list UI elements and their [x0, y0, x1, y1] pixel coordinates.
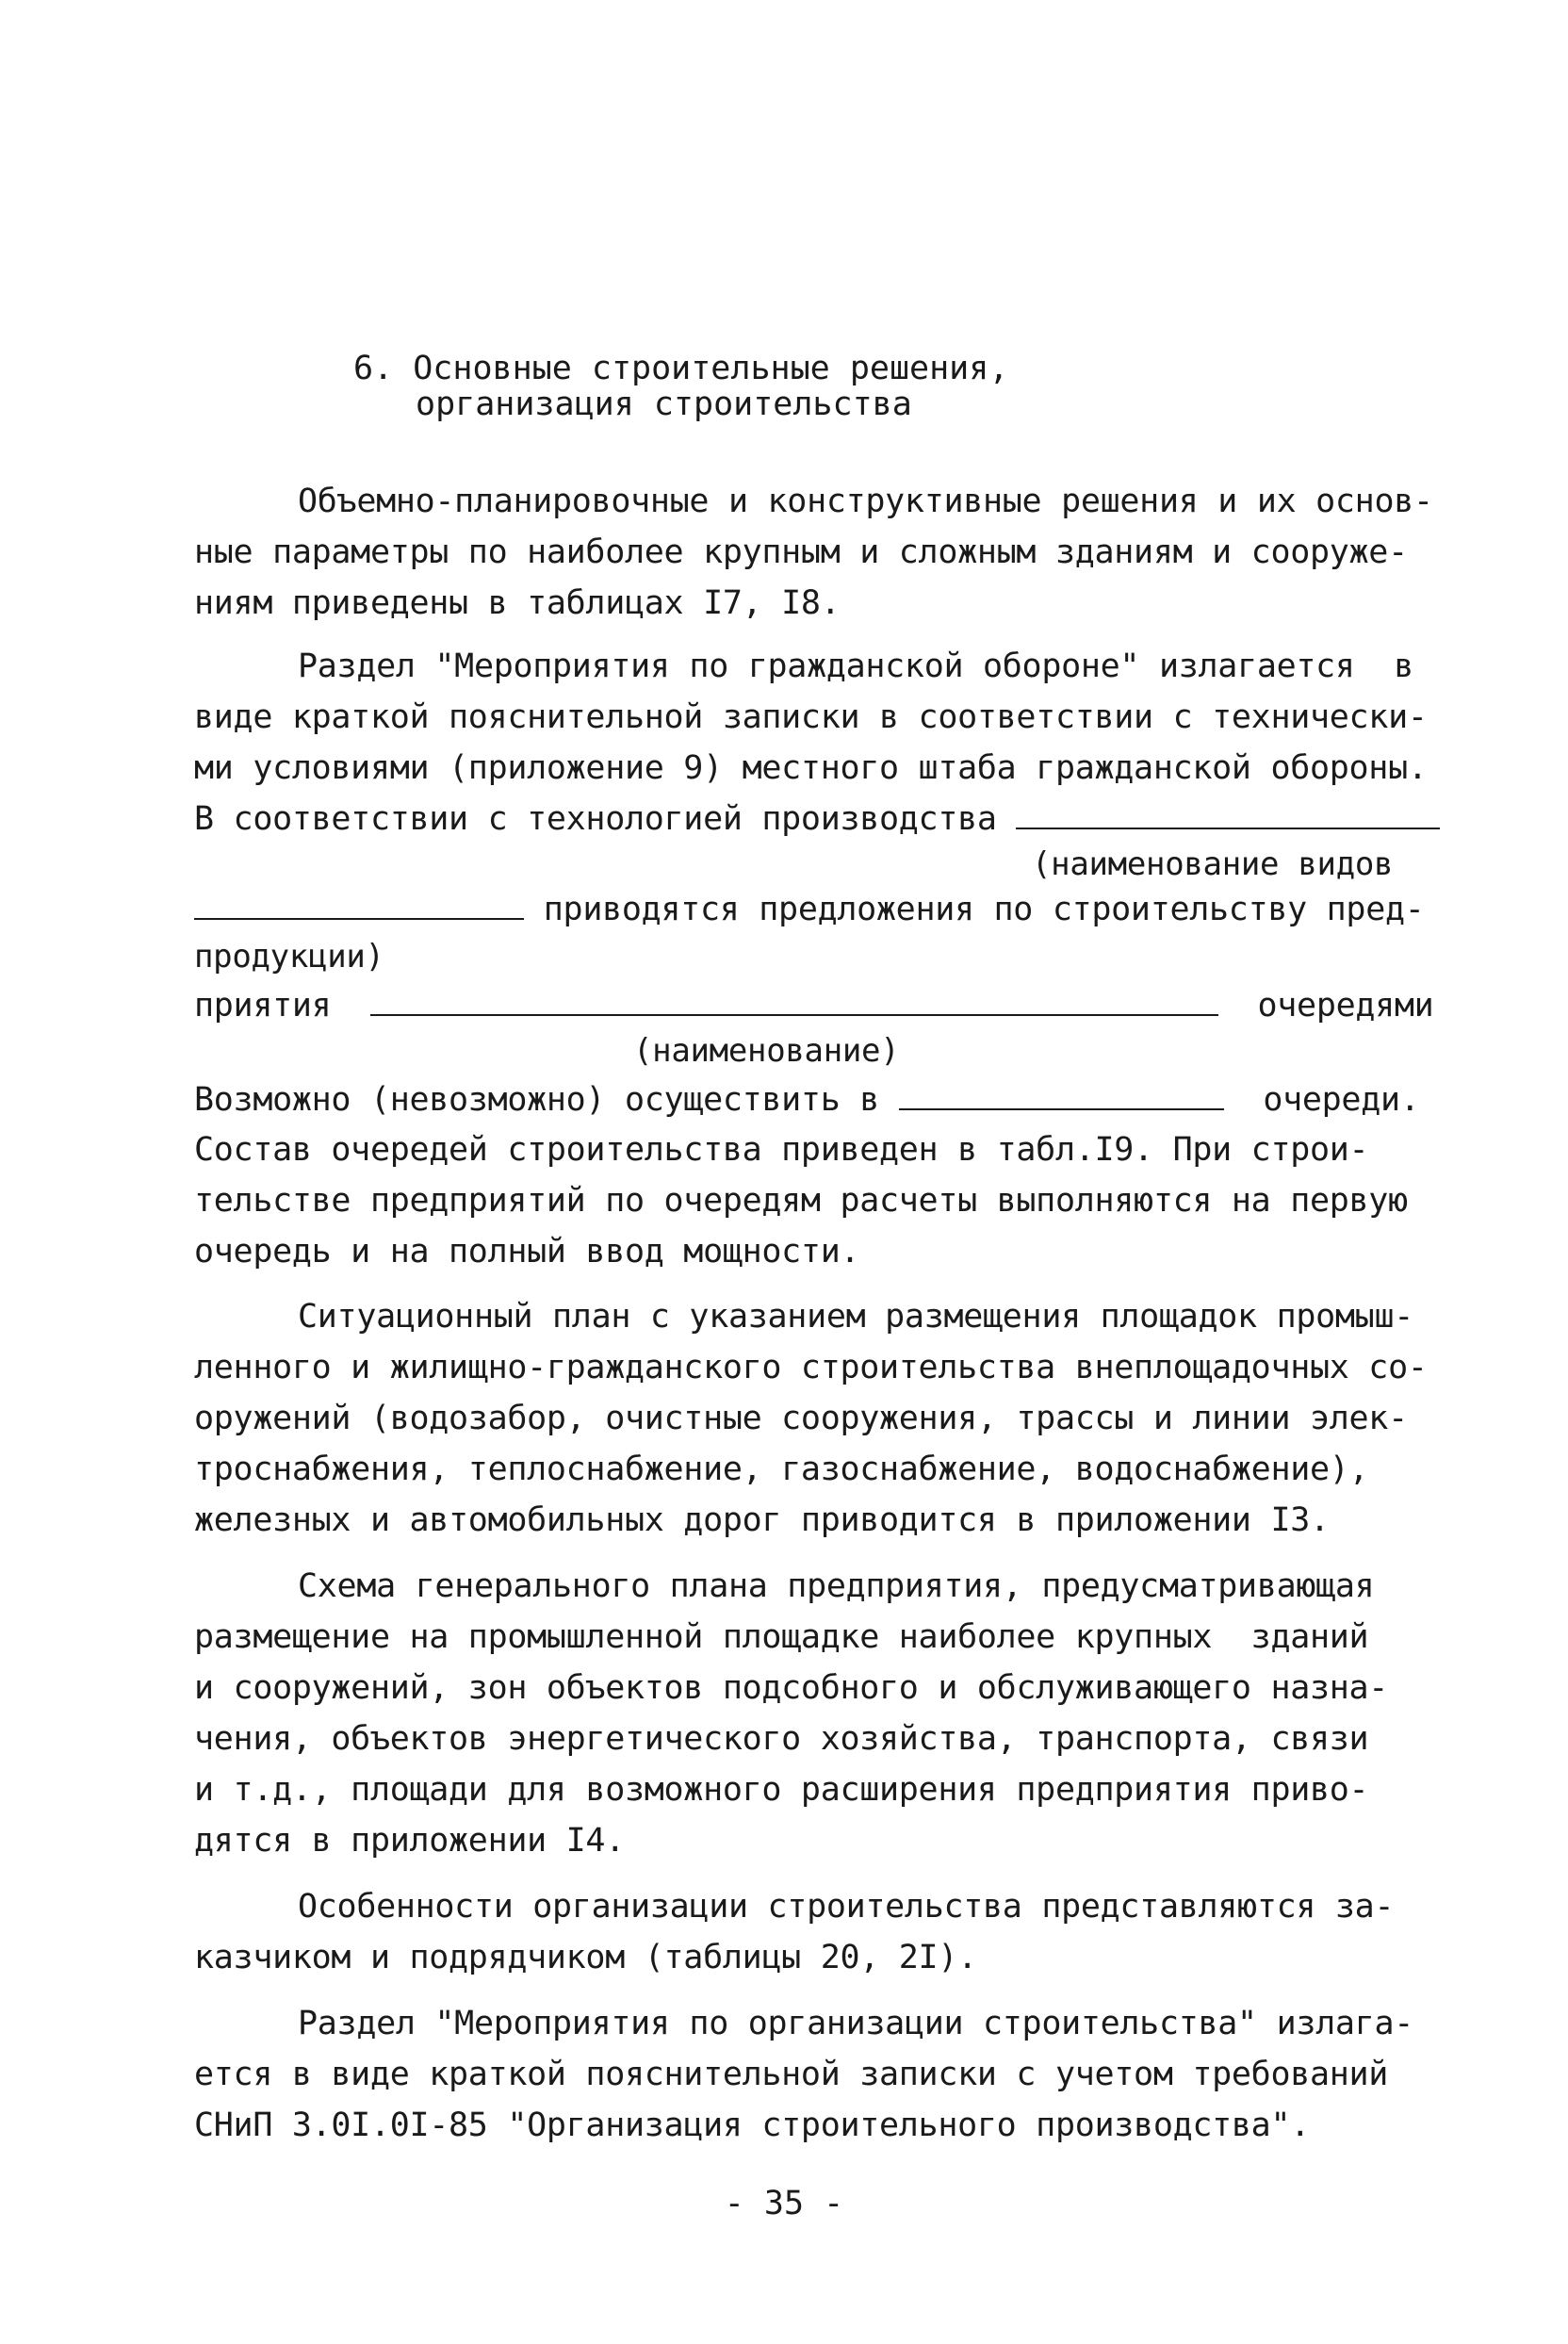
paragraph-line: ленного и жилищно-гражданского строительства внеплощадочных со- — [194, 1349, 1428, 1386]
page-number: - 35 - — [724, 2185, 844, 2222]
paragraph-line: ми условиями (приложение 9) местного штаба гражданской обороны. — [194, 749, 1428, 787]
section-number: 6. — [353, 350, 394, 387]
paragraph-line: Особенности организации строительства представляются за- — [298, 1888, 1395, 1926]
section-title-line2: организация строительства — [416, 385, 912, 423]
blank-field[interactable] — [1016, 795, 1440, 829]
paragraph-line: Ситуационный план с указанием размещения площадок промыш- — [298, 1298, 1413, 1336]
section-heading — [353, 351, 1008, 422]
paragraph-line: виде краткой пояснительной записки в соответствии с технически- — [194, 698, 1428, 736]
paragraph-line: СНиП 3.0I.0I-85 "Организация строительного производства". — [194, 2106, 1310, 2144]
form-line-proposals: приводятся предложения по строительству пред- — [194, 884, 1457, 935]
paragraph-line: и сооружений, зон объектов подсобного и обслуживающего назна- — [194, 1669, 1389, 1707]
paragraph-line: казчиком и подрядчиком (таблицы 20, 2I). — [194, 1939, 977, 1976]
form-note: (наименование видов — [1032, 845, 1394, 883]
form-line-enterprise: приятия очередями — [194, 980, 1457, 1031]
blank-field[interactable] — [899, 1075, 1224, 1110]
paragraph-line: Раздел "Мероприятия по гражданской обороне" излагается в — [298, 647, 1413, 685]
paragraph-line: чения, объектов энергетического хозяйства, транспорта, связи — [194, 1720, 1369, 1758]
paragraph-line: Состав очередей строительства приведен в табл.I9. При строи- — [194, 1131, 1369, 1169]
paragraph-line: и т.д., площади для возможного расширения предприятия приво- — [194, 1771, 1369, 1809]
paragraph-line: троснабжения, теплоснабжение, газоснабжение, водоснабжение), — [194, 1451, 1369, 1488]
paragraph-line: размещение на промышленной площадке наиболее крупных зданий — [194, 1618, 1369, 1656]
paragraph-line: ниям приведены в таблицах I7, I8. — [194, 584, 841, 622]
paragraph-line: железных и автомобильных дорог приводится в приложении I3. — [194, 1501, 1330, 1539]
form-line-technology: В соответствии с технологией производства — [194, 794, 1457, 844]
paragraph-line: Схема генерального плана предприятия, предусматривающая — [298, 1567, 1375, 1605]
form-note: продукции) — [194, 938, 384, 975]
paragraph-line: Объемно-планировочные и конструктивные решения и их основ- — [298, 483, 1433, 520]
form-line-possible: Возможно (невозможно) осуществить в очереди. — [194, 1074, 1457, 1125]
paragraph-line: дятся в приложении I4. — [194, 1822, 625, 1860]
paragraph-line: ные параметры по наиболее крупным и сложным зданиям и сооруже- — [194, 533, 1408, 571]
form-note: (наименование) — [633, 1032, 900, 1070]
paragraph-line: тельстве предприятий по очередям расчеты выполняются на первую — [194, 1182, 1408, 1220]
paragraph-line: Раздел "Мероприятия по организации строительства" излага- — [298, 2005, 1413, 2042]
paragraph-line: оружений (водозабор, очистные сооружения, трассы и линии элек- — [194, 1400, 1408, 1437]
paragraph-line: очередь и на полный ввод мощности. — [194, 1233, 860, 1270]
paragraph-line: ется в виде краткой пояснительной записки с учетом требований — [194, 2056, 1389, 2093]
blank-field[interactable] — [370, 981, 1218, 1016]
section-title-line1: Основные строительные решения, — [413, 350, 1009, 387]
blank-field[interactable] — [194, 885, 524, 920]
